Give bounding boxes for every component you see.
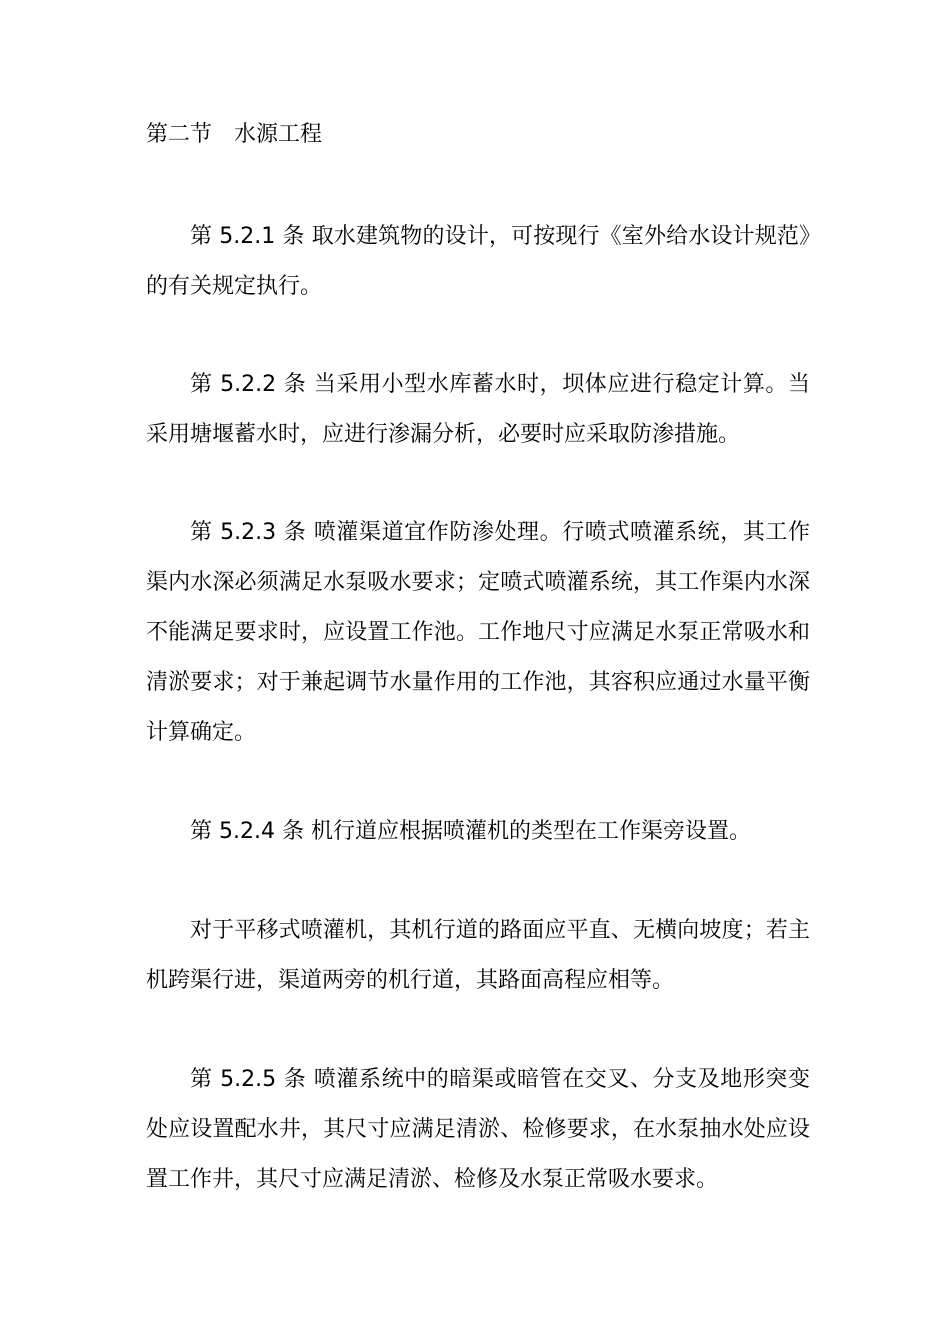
article-5-2-4: 第 5.2.4 条 机行道应根据喷灌机的类型在工作渠旁设置。 — [190, 819, 751, 844]
article-5-2-3: 第 5.2.3 条 喷灌渠道宜作防渗处理。行喷式喷灌系统，其工作渠内水深必须满足水泵吸水要求；定喷式喷灌系统，其工作渠内水深不能满足要求时，应设置工作池。工作地尺寸应满足水泵正常吸水和清淤要求；对于兼起调节水量作用的工作池，其容积应通过水量平衡计算确定。 — [146, 520, 810, 745]
section-heading: 第二节 水源工程 — [146, 122, 323, 147]
article-5-2-1: 第 5.2.1 条 取水建筑物的设计，可按现行《室外给水设计规范》的有关规定执行。 — [146, 224, 810, 299]
article-5-2-5: 第 5.2.5 条 喷灌系统中的暗渠或暗管在交叉、分支及地形突变处应设置配水井，其尺寸应满足清淤、检修要求，在水泵抽水处应设置工作井，其尺寸应满足清淤、检修及水泵正常吸水要求。 — [146, 1067, 810, 1192]
article-5-2-2: 第 5.2.2 条 当采用小型水库蓄水时，坝体应进行稳定计算。当采用塘堰蓄水时，应进行渗漏分析，必要时应采取防渗措施。 — [146, 372, 810, 447]
article-5-2-4-note: 对于平移式喷灌机，其机行道的路面应平直、无横向坡度；若主机跨渠行进，渠道两旁的机行道，其路面高程应相等。 — [146, 918, 810, 993]
